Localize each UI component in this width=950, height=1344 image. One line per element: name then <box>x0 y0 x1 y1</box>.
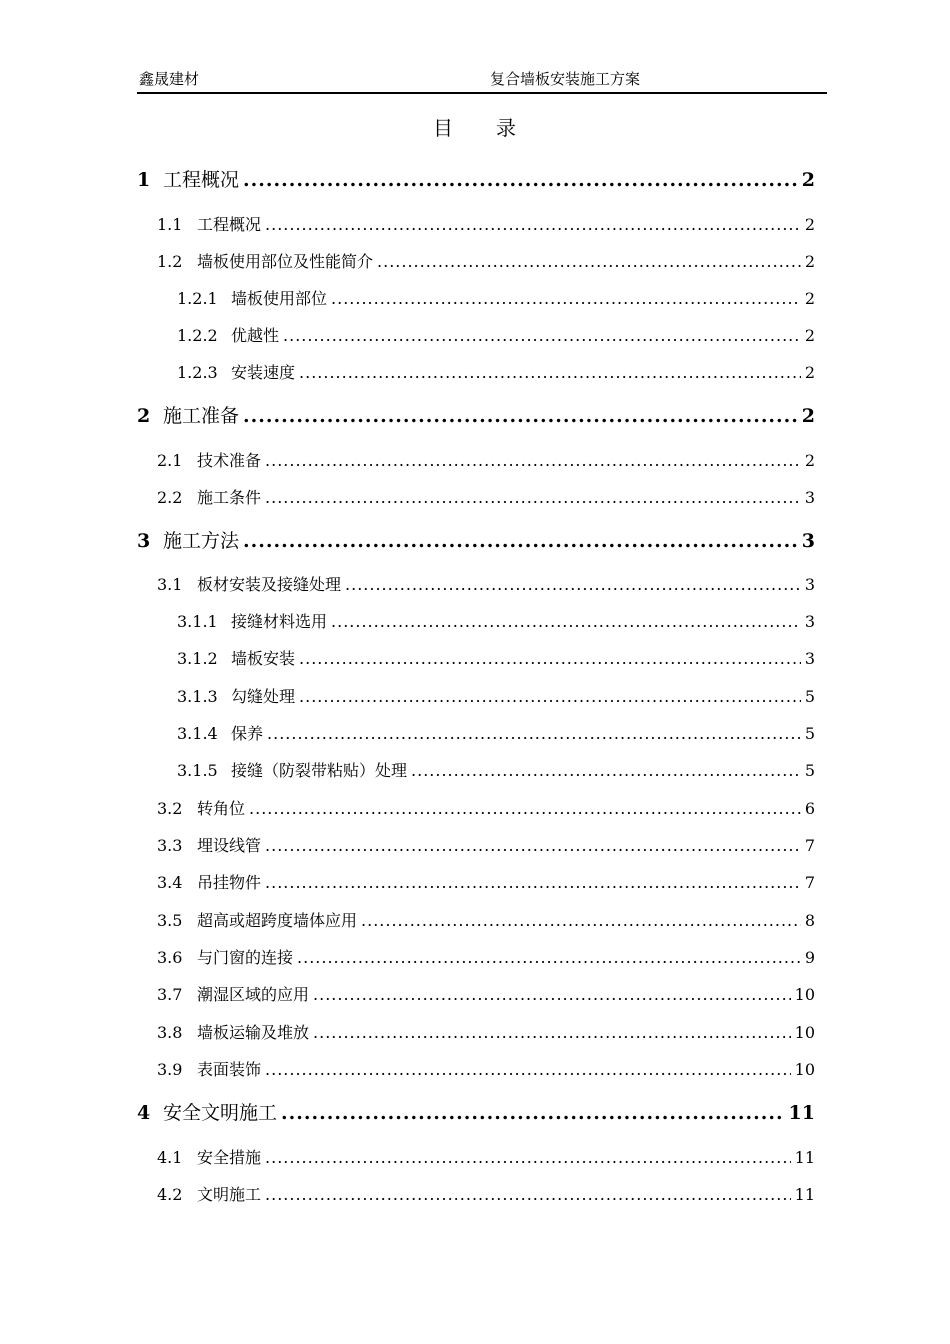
toc-entry[interactable] <box>177 758 815 781</box>
toc-entry-label: 接缝材料选用 <box>231 612 328 631</box>
toc-entry[interactable] <box>137 401 815 428</box>
toc-leader-dots <box>265 836 801 855</box>
toc-entry-number: 3.3 <box>157 836 183 855</box>
toc-entry-number: 3.1.1 <box>177 612 218 631</box>
toc-entry-label: 安全文明施工 <box>163 1102 278 1124</box>
toc-entry-label: 施工条件 <box>197 488 262 507</box>
toc-entry-label: 表面装饰 <box>197 1060 262 1079</box>
toc-entry-page: 2 <box>804 363 815 382</box>
toc-leader-dots <box>361 911 801 930</box>
toc-entry-label: 墙板安装 <box>231 649 296 668</box>
toc-entry-page: 6 <box>804 799 815 818</box>
toc-entry-label: 转角位 <box>197 799 246 818</box>
toc-entry-page: 11 <box>794 1185 815 1204</box>
toc-leader-dots <box>265 488 801 507</box>
toc-entry-page: 2 <box>804 451 815 470</box>
toc-leader-dots <box>265 1060 791 1079</box>
toc-leader-dots <box>299 649 801 668</box>
toc-entry-number: 2.1 <box>157 451 183 470</box>
page-header <box>137 66 827 94</box>
toc-leader-dots <box>243 169 798 191</box>
toc-leader-dots <box>243 405 798 427</box>
toc-leader-dots <box>377 252 801 271</box>
toc-entry-page: 7 <box>804 873 815 892</box>
toc-entry-number: 1.1 <box>157 215 183 234</box>
toc-entry-page: 5 <box>804 761 815 780</box>
toc-entry-label: 文明施工 <box>197 1185 262 1204</box>
toc-entry[interactable] <box>157 1182 815 1205</box>
toc-leader-dots <box>331 289 801 308</box>
toc-entry-number: 3.1 <box>157 575 183 594</box>
toc-entry-page: 3 <box>801 530 815 552</box>
toc-entry-number: 2.2 <box>157 488 183 507</box>
toc-entry-number: 3.8 <box>157 1023 183 1042</box>
toc-entry-page: 7 <box>804 836 815 855</box>
toc-leader-dots <box>331 612 801 631</box>
toc-entry-number: 1.2.1 <box>177 289 218 308</box>
toc-entry-label: 墙板使用部位及性能简介 <box>197 252 374 271</box>
toc-leader-dots <box>265 1185 791 1204</box>
toc-entry-page: 9 <box>804 948 815 967</box>
toc-entry-page: 5 <box>804 687 815 706</box>
toc-title <box>0 112 950 141</box>
toc-entry-page: 10 <box>794 985 815 1004</box>
toc-entry-label: 埋设线管 <box>197 836 262 855</box>
toc-entry-number: 2 <box>137 405 151 427</box>
toc-entry-number: 3.1.3 <box>177 687 218 706</box>
toc-entry[interactable] <box>157 1020 815 1043</box>
toc-entry-number: 3.9 <box>157 1060 183 1079</box>
toc-leader-dots <box>313 985 791 1004</box>
toc-entry[interactable] <box>177 360 815 383</box>
toc-entry[interactable] <box>157 1057 815 1080</box>
toc-entry-number: 1.2 <box>157 252 183 271</box>
toc-entry-number: 1.2.2 <box>177 326 218 345</box>
toc-entry[interactable] <box>137 165 815 192</box>
toc-entry-page: 3 <box>804 612 815 631</box>
toc-leader-dots <box>265 215 801 234</box>
toc-entry-number: 3.4 <box>157 873 183 892</box>
toc-entry-number: 3.7 <box>157 985 183 1004</box>
toc-entry-number: 4.1 <box>157 1148 183 1167</box>
toc-leader-dots <box>249 799 801 818</box>
toc-entry-number: 3 <box>137 530 151 552</box>
toc-entry-label: 墙板运输及堆放 <box>197 1023 310 1042</box>
toc-entry[interactable] <box>157 945 815 968</box>
toc-leader-dots <box>267 724 801 743</box>
toc-entry[interactable] <box>157 982 815 1005</box>
toc-entry[interactable] <box>177 721 815 744</box>
toc-entry-number: 3.1.4 <box>177 724 218 743</box>
toc-entry[interactable] <box>177 323 815 346</box>
toc-entry[interactable] <box>177 684 815 707</box>
toc-entry-page: 10 <box>794 1060 815 1079</box>
toc-entry[interactable] <box>157 485 815 508</box>
company-name: 鑫晟建材 <box>139 70 200 88</box>
toc-entry-page: 3 <box>804 649 815 668</box>
toc-entry-page: 2 <box>801 405 815 427</box>
toc-entry-page: 2 <box>801 169 815 191</box>
toc-entry-label: 与门窗的连接 <box>197 948 294 967</box>
toc-entry[interactable] <box>157 796 815 819</box>
toc-entry-page: 10 <box>794 1023 815 1042</box>
toc-leader-dots <box>265 873 801 892</box>
toc-entry-label: 施工方法 <box>163 530 240 552</box>
toc-entry[interactable] <box>157 870 815 893</box>
toc-entry-label: 安装速度 <box>231 363 296 382</box>
toc-entry-page: 2 <box>804 215 815 234</box>
toc-entry-number: 1.2.3 <box>177 363 218 382</box>
toc-entry-page: 11 <box>794 1148 815 1167</box>
toc-title-part1: 目 <box>433 116 454 140</box>
toc-entry-label: 技术准备 <box>197 451 262 470</box>
toc-entry-page: 3 <box>804 575 815 594</box>
toc-entry[interactable] <box>157 572 815 595</box>
toc-entry[interactable] <box>137 526 815 553</box>
toc-entry[interactable] <box>157 249 815 272</box>
toc-leader-dots <box>313 1023 791 1042</box>
toc-entry-page: 2 <box>804 289 815 308</box>
toc-entry-page: 5 <box>804 724 815 743</box>
toc-entry[interactable] <box>137 1098 815 1125</box>
toc-entry-number: 3.5 <box>157 911 183 930</box>
toc-entry[interactable] <box>157 833 815 856</box>
toc-title-part2: 录 <box>496 116 517 140</box>
toc-entry-label: 吊挂物件 <box>197 873 262 892</box>
toc-entry[interactable] <box>157 212 815 235</box>
toc-leader-dots <box>299 363 801 382</box>
toc-leader-dots <box>299 687 801 706</box>
toc-entry-label: 安全措施 <box>197 1148 262 1167</box>
toc-entry-number: 3.1.2 <box>177 649 218 668</box>
toc-entry[interactable] <box>157 908 815 931</box>
toc-entry[interactable] <box>157 448 815 471</box>
toc-leader-dots <box>281 1102 785 1124</box>
toc-entry-label: 板材安装及接缝处理 <box>197 575 342 594</box>
toc-leader-dots <box>297 948 801 967</box>
toc-entry[interactable] <box>157 1145 815 1168</box>
toc-entry-number: 3.2 <box>157 799 183 818</box>
toc-entry-page: 11 <box>788 1102 815 1124</box>
toc-entry-label: 工程概况 <box>163 169 240 191</box>
toc-entry-label: 接缝（防裂带粘贴）处理 <box>231 761 408 780</box>
toc-leader-dots <box>243 530 798 552</box>
toc-leader-dots <box>283 326 801 345</box>
toc-entry-number: 1 <box>137 169 151 191</box>
toc-entry-page: 3 <box>804 488 815 507</box>
toc-entry-page: 2 <box>804 326 815 345</box>
document-title: 复合墙板安装施工方案 <box>490 70 641 88</box>
toc-entry-page: 2 <box>804 252 815 271</box>
toc-entry-number: 3.6 <box>157 948 183 967</box>
toc-entry-label: 墙板使用部位 <box>231 289 328 308</box>
toc-entry[interactable] <box>177 609 815 632</box>
toc-entry-label: 勾缝处理 <box>231 687 296 706</box>
toc-entry-number: 4.2 <box>157 1185 183 1204</box>
toc-leader-dots <box>345 575 801 594</box>
toc-entry-number: 3.1.5 <box>177 761 218 780</box>
toc-entry-label: 工程概况 <box>197 215 262 234</box>
toc-entry[interactable] <box>177 646 815 669</box>
toc-leader-dots <box>265 451 801 470</box>
toc-entry-label: 优越性 <box>231 326 280 345</box>
toc-entry-page: 8 <box>804 911 815 930</box>
toc-leader-dots <box>411 761 801 780</box>
toc-leader-dots <box>265 1148 791 1167</box>
toc-entry-number: 4 <box>137 1102 151 1124</box>
toc-entry-label: 施工准备 <box>163 405 240 427</box>
toc-entry-label: 保养 <box>231 724 264 743</box>
toc-entry-label: 超高或超跨度墙体应用 <box>197 911 358 930</box>
toc-entry[interactable] <box>177 286 815 309</box>
toc-entry-label: 潮湿区域的应用 <box>197 985 310 1004</box>
